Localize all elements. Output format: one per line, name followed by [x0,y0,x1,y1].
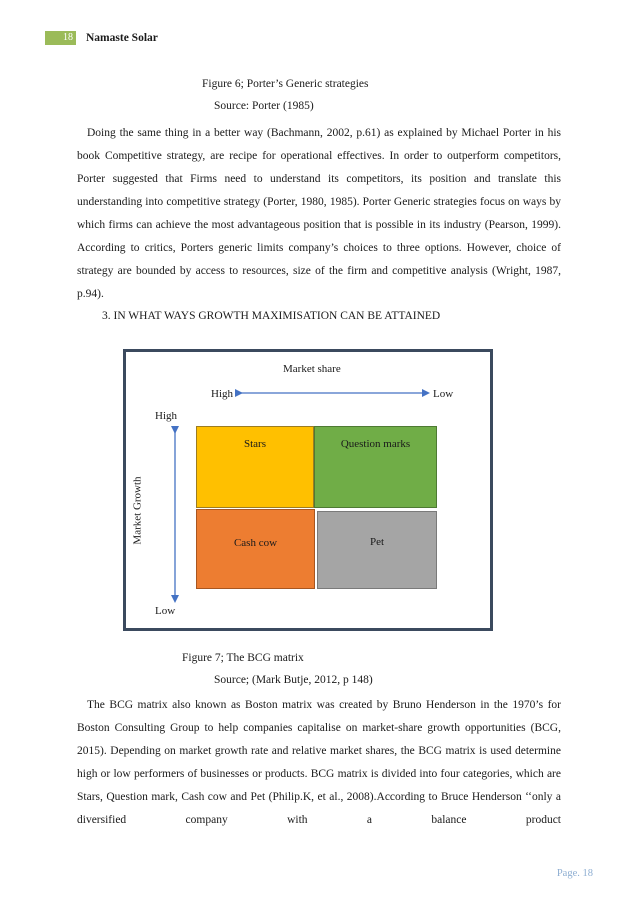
low-share-label: Low [433,388,454,400]
cash-cow-quadrant [196,509,315,589]
cash-cow-label: Cash cow [233,537,278,549]
market-growth-label: Market Growth [131,476,144,545]
running-header-title: Namaste Solar [86,32,158,44]
low-growth-label: Low [155,605,176,617]
page-footer: Page. 18 [556,868,593,879]
question-marks-label: Question marks [340,438,411,450]
figure6-source: Source: Porter (1985) [214,100,314,112]
section-heading: 3. IN WHAT WAYS GROWTH MAXIMISATION CAN BE ATTAINED [102,310,441,322]
paragraph-porter-text: Doing the same thing in a better way (Bachmann, 2002, p.61) as explained by Michael Porter in his book Competitive strategy, are recipe for operational effectives. In order to outperform competitors, Porter suggested that Firms need to understand its competitors, its position and translate this understanding into competitive strategy (Porter, 1980, 1985). Porter Generic strategies focus on ways by which firms can achieve the most advantageous position that is possible in its industry (Pearson, 1999). According to critics, Porters generic limits company’s choices to three options. However, choice of strategy are bounded by access to resources, size of the firm and competitive analysis (Wright, 1987, p.94). [77,127,561,300]
high-share-label: High [211,388,233,400]
stars-quadrant [196,426,314,508]
market-share-label: Market share [283,363,341,375]
pet-quadrant [317,511,437,589]
figure6-caption: Figure 6; Porter’s Generic strategies [202,78,369,90]
pet-label: Pet [369,536,385,548]
page-number-tab: 18 [45,31,76,45]
stars-label: Stars [244,438,266,450]
bcg-matrix-figure [123,349,493,631]
paragraph-bcg [77,694,561,832]
figure7-source: Source; (Mark Butje, 2012, p 148) [214,674,373,686]
paragraph-bcg-text: The BCG matrix also known as Boston matrix was created by Bruno Henderson in the 1970’s for Boston Consulting Group to help companies capitalise on market-share growth opportunities (BCG, 2015). Depending on market growth rate and relative market shares, the BCG matrix is used determine high or low performers of businesses or products. BCG matrix is divided into four categories, which are Stars, Question mark, Cash cow and Pet (Philip.K, et al., 2008).According to Bruce Henderson ‘‘only a diversified company with a balance product [77,699,561,826]
question-marks-quadrant [314,426,437,508]
high-growth-label: High [155,410,177,422]
figure7-caption: Figure 7; The BCG matrix [182,652,304,664]
paragraph-porter [77,122,561,306]
